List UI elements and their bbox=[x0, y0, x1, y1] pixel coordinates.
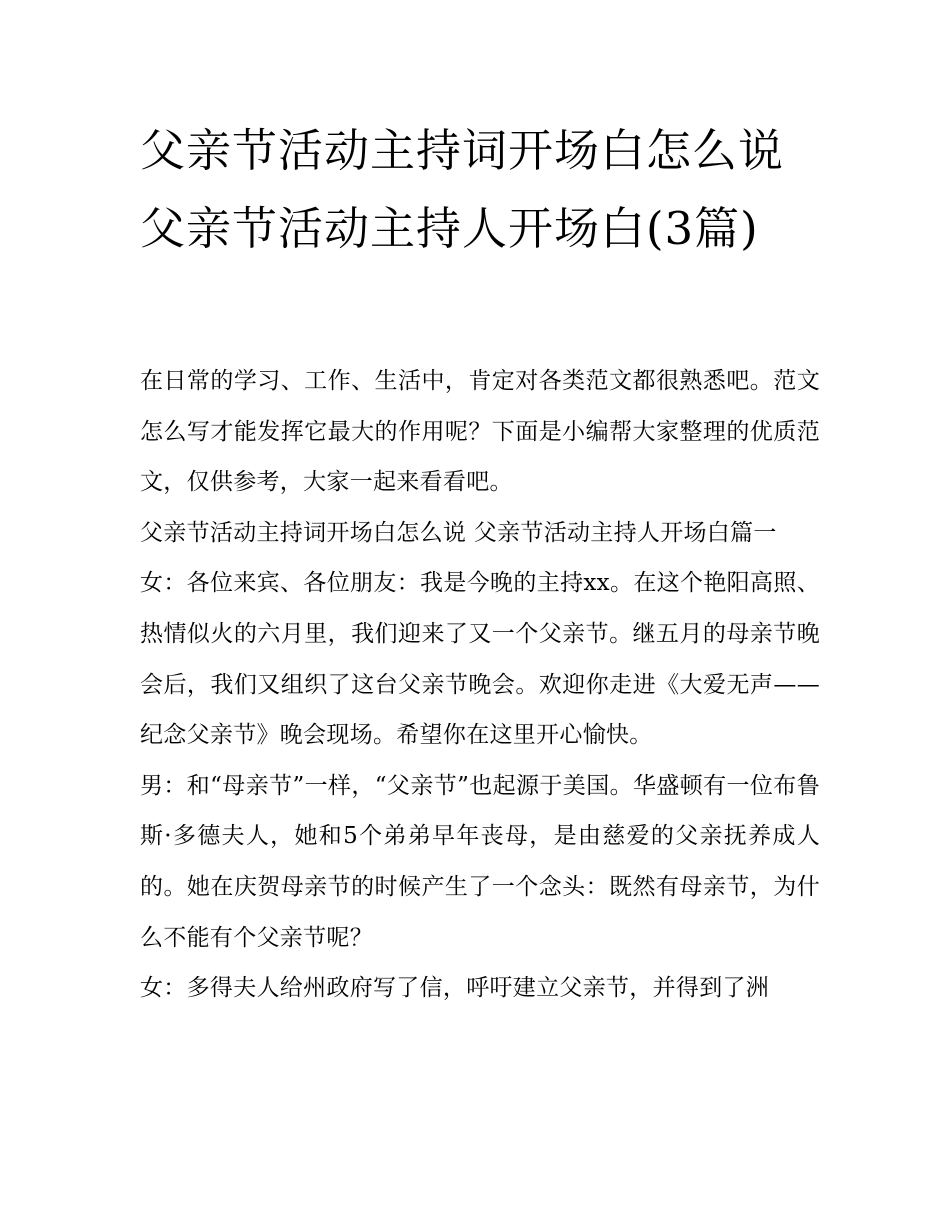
dialogue-paragraph: 男：和“母亲节”一样，“父亲节”也起源于美国。华盛顿有一位布鲁斯·多德夫人，她和5个弟弟早年丧母，是由慈爱的父亲抚养成人的。她在庆贺母亲节的时候产生了一个念头：既然有母亲节，为什么不能有个父亲节呢？ bbox=[140, 772, 820, 951]
document-body bbox=[140, 356, 820, 1014]
dialogue-paragraph: 女：多得夫人给州政府写了信，呼吁建立父亲节，并得到了洲 bbox=[140, 975, 770, 1002]
dialogue-paragraph: 女：各位来宾、各位朋友：我是今晚的主持xx。在这个艳阳高照、热情似火的六月里，我们迎来了又一个父亲节。继五月的母亲节晚会后，我们又组织了这台父亲节晚会。欢迎你走进《大爱无声——纪念父亲节》晚会现场。希望你在这里开心愉快。 bbox=[140, 570, 820, 749]
section-heading: 父亲节活动主持词开场白怎么说 父亲节活动主持人开场白篇一 bbox=[140, 519, 777, 546]
intro-paragraph: 在日常的学习、工作、生活中，肯定对各类范文都很熟悉吧。范文怎么写才能发挥它最大的作用呢？下面是小编帮大家整理的优质范文，仅供参考，大家一起来看看吧。 bbox=[140, 368, 820, 496]
document-title: 父亲节活动主持词开场白怎么说 父亲节活动主持人开场白(3篇) bbox=[140, 124, 785, 255]
